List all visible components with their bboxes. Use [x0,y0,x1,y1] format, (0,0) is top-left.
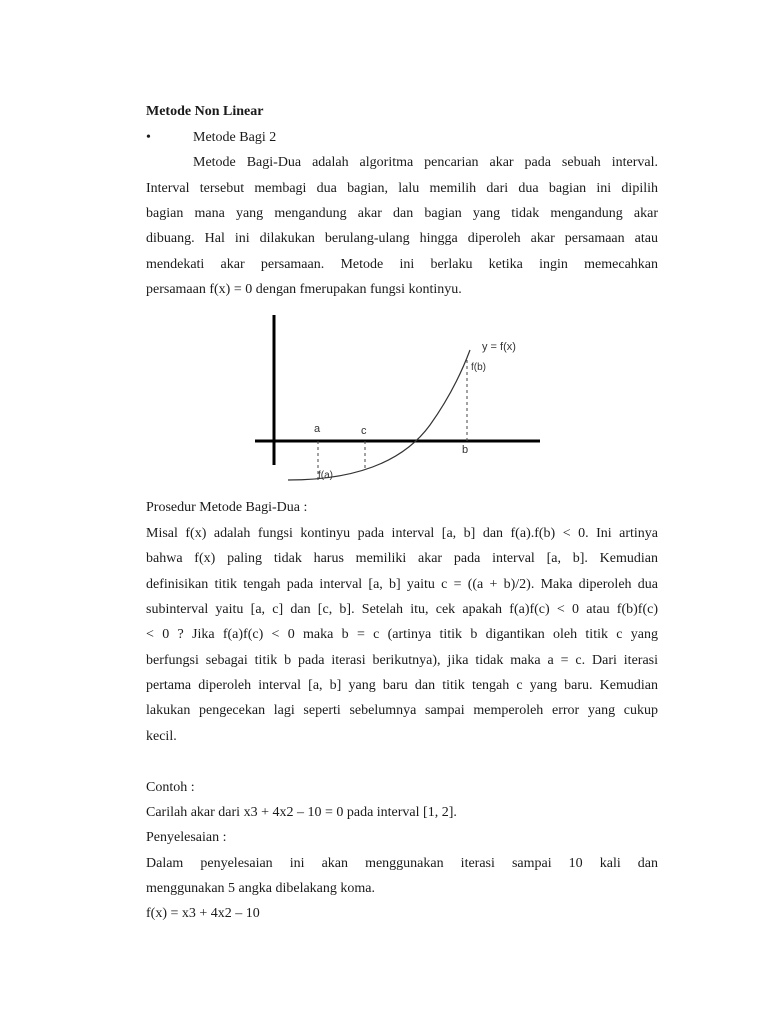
procedure-line: < 0 ? Jika f(a)f(c) < 0 maka b = c (artinya titik b digantikan oleh titik c yang [146,627,658,642]
procedure-line: kecil. [146,729,177,744]
bullet-item-text: Metode Bagi 2 [193,130,277,145]
intro-paragraph-line: Interval tersebut membagi dua bagian, lalu memilih dari dua bagian ini dipilih [146,181,658,196]
b-label: b [462,444,469,456]
example-title: Contoh : [146,780,195,795]
curve-label: y = f(x) [482,341,516,353]
intro-paragraph-line: dibuang. Hal ini dilakukan berulang-ulang hingga diperoleh akar persamaan atau [146,231,658,246]
intro-paragraph-line: Metode Bagi-Dua adalah algoritma pencarian akar pada sebuah interval. [193,155,658,170]
a-label: a [314,423,321,435]
intro-paragraph-line: mendekati akar persamaan. Metode ini berlaku ketika ingin memecahkan [146,257,658,272]
fa-label: f(a) [318,470,333,481]
procedure-line: bahwa f(x) paling tidak harus memiliki akar pada interval [a, b]. Kemudian [146,551,658,566]
bullet-dot: • [146,130,151,145]
function-definition: f(x) = x3 + 4x2 – 10 [146,906,260,921]
section-heading: Metode Non Linear [146,104,264,119]
c-label: c [361,425,367,437]
solution-line: Dalam penyelesaian ini akan menggunakan iterasi sampai 10 kali dan [146,856,658,871]
intro-paragraph-line: bagian mana yang mengandung akar dan bagian yang tidak mengandung akar [146,206,658,221]
example-question: Carilah akar dari x3 + 4x2 – 10 = 0 pada interval [1, 2]. [146,805,457,820]
procedure-line: berfungsi sebagai titik b pada iterasi berikutnya), jika tidak maka a = c. Dari iterasi [146,653,658,668]
procedure-line: definisikan titik tengah pada interval [a, b] yaitu c = ((a + b)/2). Maka diperoleh dua [146,577,658,592]
procedure-line: lakukan pengecekan lagi seperti sebelumnya sampai memperoleh error yang cukup [146,703,658,718]
fb-label: f(b) [471,362,486,373]
solution-title: Penyelesaian : [146,830,227,845]
intro-paragraph-line: persamaan f(x) = 0 dengan fmerupakan fungsi kontinyu. [146,282,462,297]
procedure-line: Misal f(x) adalah fungsi kontinyu pada interval [a, b] dan f(a).f(b) < 0. Ini artinya [146,526,658,541]
procedure-line: pertama diperoleh interval [a, b] yang baru dan titik tengah c yang baru. Kemudian [146,678,658,693]
solution-line: menggunakan 5 angka dibelakang koma. [146,881,375,896]
procedure-line: subinterval yaitu [a, c] dan [c, b]. Setelah itu, cek apakah f(a)f(c) < 0 atau f(b)f(c) [146,602,658,617]
function-curve [288,350,470,480]
procedure-title: Prosedur Metode Bagi-Dua : [146,500,308,515]
bisection-figure [250,310,550,485]
